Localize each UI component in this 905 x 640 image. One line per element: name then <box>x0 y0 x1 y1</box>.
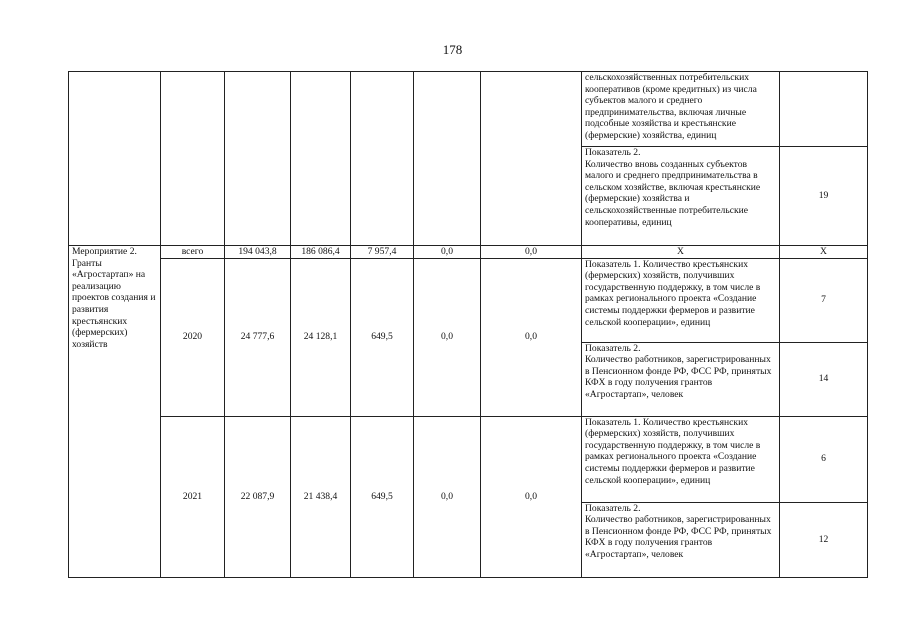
year-2021-c3: 649,5 <box>351 416 414 577</box>
total-c1: 194 043,8 <box>225 246 291 259</box>
prev-indicator2-text: Количество вновь созданных субъектов малого и среднего предпринимательства в сельском хозяйстве, включая крестьянские (фермерские) хозяйства и сельскохозяйственные потребительские кооперативы, единиц <box>585 158 761 228</box>
table-row <box>69 72 868 147</box>
year-2020-c1: 24 777,6 <box>225 258 291 416</box>
prev-indicator1-fragment: сельскохозяйственных потребительских кооперативов (кроме кредитных) из числа субъектов малого и среднего предпринимательства, включая личные подсобные хозяйства и крестьянские (фермерские) хозяйства, единиц <box>582 72 780 147</box>
year-2021-c1: 22 087,9 <box>225 416 291 577</box>
total-value: X <box>780 246 868 259</box>
year-2020-indicator1-value: 7 <box>780 258 868 342</box>
year-2020-indicator1: Показатель 1. Количество крестьянских (фермерских) хозяйств, получивших государственную поддержку, в том числе в рамках регионального проекта «Создание системы поддержки фермеров и развитие сельской кооперации», единиц <box>582 258 780 342</box>
year-2020: 2020 <box>161 258 225 416</box>
year-2020-c4: 0,0 <box>414 258 481 416</box>
table-row <box>69 246 868 259</box>
event-name: Мероприятие 2. Гранты «Агростартап» на реализацию проектов создания и развития крестьянских (фермерских) хозяйств <box>69 246 161 578</box>
prev-indicator1-value <box>780 72 868 147</box>
year-2021-indicator2 <box>582 502 780 577</box>
year-2021-indicator2-value: 12 <box>780 502 868 577</box>
prev-c3-cell <box>351 72 414 246</box>
prev-c1-cell <box>225 72 291 246</box>
year-2020-indicator2 <box>582 342 780 416</box>
total-c5: 0,0 <box>481 246 582 259</box>
prev-indicator2-title: Показатель 2. <box>585 147 641 158</box>
table-row <box>69 258 868 342</box>
prev-event-cell <box>69 72 161 246</box>
year-2021-indicator1: Показатель 1. Количество крестьянских (фермерских) хозяйств, получивших государственную поддержку, в том числе в рамках регионального проекта «Создание системы поддержки фермеров и развитие сельской кооперации», единиц <box>582 416 780 502</box>
year-2020-indicator2-text: Количество работников, зарегистрированных в Пенсионном фонде РФ, ФСС РФ, принятых КФХ в году получения грантов «Агростартап», человек <box>585 354 772 400</box>
total-c3: 7 957,4 <box>351 246 414 259</box>
year-2021: 2021 <box>161 416 225 577</box>
year-2020-c3: 649,5 <box>351 258 414 416</box>
year-2021-c2: 21 438,4 <box>291 416 351 577</box>
year-2020-c5: 0,0 <box>481 258 582 416</box>
year-2020-c2: 24 128,1 <box>291 258 351 416</box>
year-2021-indicator1-value: 6 <box>780 416 868 502</box>
page-number: 178 <box>442 42 463 57</box>
measures-table <box>68 71 868 578</box>
total-c2: 186 086,4 <box>291 246 351 259</box>
table-row <box>69 416 868 502</box>
prev-c2-cell <box>291 72 351 246</box>
total-c4: 0,0 <box>414 246 481 259</box>
total-label: всего <box>161 246 225 259</box>
prev-year-cell <box>161 72 225 246</box>
year-2020-indicator2-title: Показатель 2. <box>585 342 641 354</box>
year-2020-indicator2-value: 14 <box>780 342 868 416</box>
prev-indicator2 <box>582 147 780 246</box>
year-2021-c5: 0,0 <box>481 416 582 577</box>
year-2021-indicator2-title: Показатель 2. <box>585 502 641 514</box>
total-indicator: X <box>582 246 780 259</box>
prev-indicator2-value: 19 <box>780 147 868 246</box>
year-2021-c4: 0,0 <box>414 416 481 577</box>
prev-c5-cell <box>481 72 582 246</box>
prev-c4-cell <box>414 72 481 246</box>
year-2021-indicator2-text: Количество работников, зарегистрированных в Пенсионном фонде РФ, ФСС РФ, принятых КФХ в году получения грантов «Агростартап», человек <box>585 514 772 560</box>
